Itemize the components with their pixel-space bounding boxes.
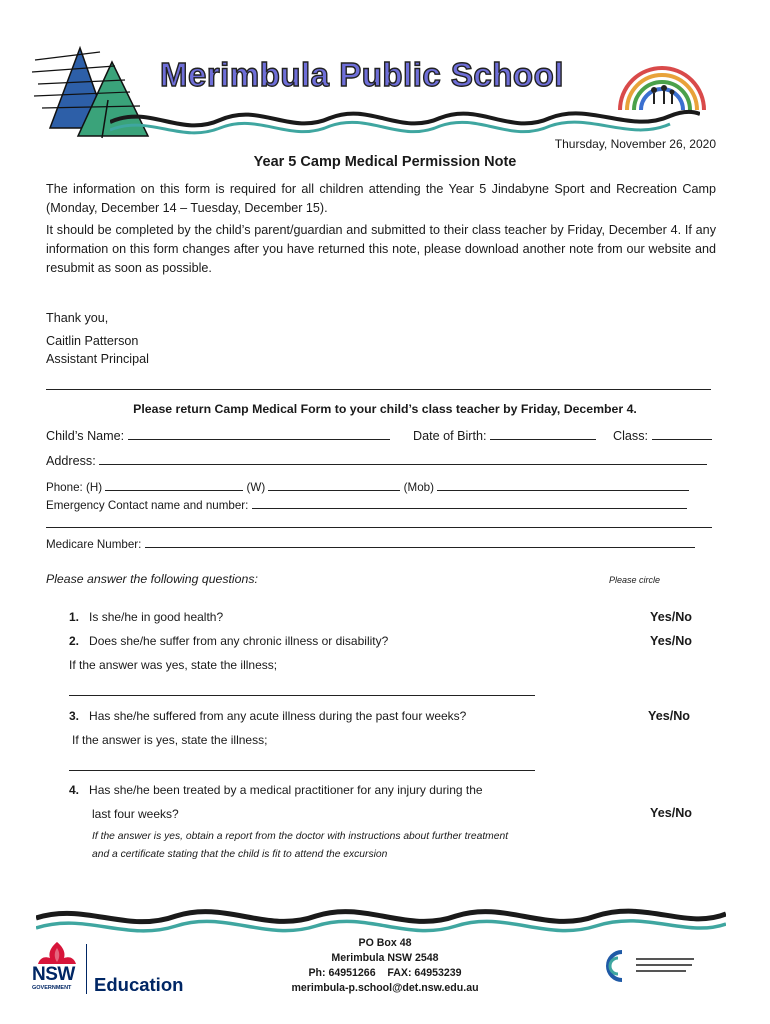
questions-intro: Please answer the following questions: bbox=[46, 572, 258, 586]
medicare-label: Medicare Number: bbox=[46, 538, 142, 551]
signer-role: Assistant Principal bbox=[46, 352, 149, 366]
document-date: Thursday, November 26, 2020 bbox=[554, 137, 716, 151]
question-4 bbox=[69, 783, 483, 797]
address-row bbox=[46, 452, 707, 468]
dob-label: Date of Birth: bbox=[413, 429, 487, 443]
class-label: Class: bbox=[613, 429, 648, 443]
return-instruction: Please return Camp Medical Form to your child’s class teacher by Friday, December 4. bbox=[133, 402, 637, 416]
divider bbox=[46, 389, 711, 390]
question-2-text: Does she/he suffer from any chronic illness or disability? bbox=[89, 634, 389, 648]
question-2-answer-field[interactable] bbox=[69, 695, 535, 696]
phone-mobile-label: (Mob) bbox=[403, 481, 434, 494]
school-name: Merimbula Public School bbox=[160, 56, 564, 93]
footer-suburb: Merimbula NSW 2548 bbox=[331, 952, 439, 964]
question-4-text-line-1: Has she/he been treated by a medical practitioner for any injury during the bbox=[89, 783, 483, 797]
question-3-text: Has she/he suffered from any acute illness during the past four weeks? bbox=[89, 709, 467, 723]
footer-po-box: PO Box 48 bbox=[358, 937, 412, 949]
question-2-yes-no[interactable]: Yes/No bbox=[650, 634, 692, 648]
phone-row bbox=[46, 478, 689, 494]
circle-note: Please circle bbox=[609, 575, 661, 585]
question-2-followup: If the answer was yes, state the illness; bbox=[69, 658, 278, 672]
question-1-text: Is she/he in good health? bbox=[89, 610, 224, 624]
child-name-row bbox=[46, 427, 390, 443]
nsw-logo-text: NSW bbox=[32, 964, 75, 985]
intro-paragraph-2: It should be completed by the child’s parent/guardian and submitted to their class teacher by Friday, December 4. If any information on this form changes after you have returned this note, please download another note from our website and resubmit as soon as possible. bbox=[46, 223, 716, 275]
question-4-number: 4. bbox=[69, 783, 80, 797]
nsw-government-text: GOVERNMENT bbox=[32, 985, 72, 991]
medicare-field[interactable] bbox=[145, 535, 695, 548]
question-1-yes-no[interactable]: Yes/No bbox=[650, 610, 692, 624]
question-1 bbox=[69, 610, 223, 624]
thanks-text: Thank you, bbox=[46, 311, 109, 325]
question-1-number: 1. bbox=[69, 610, 80, 624]
child-name-label: Child’s Name: bbox=[46, 429, 125, 443]
question-4-note-line-1: If the answer is yes, obtain a report from the doctor with instructions about further treatment bbox=[92, 831, 509, 842]
class-row bbox=[613, 427, 712, 443]
question-4-yes-no[interactable]: Yes/No bbox=[650, 806, 692, 820]
emergency-row bbox=[46, 496, 687, 512]
intro-paragraph-1: The information on this form is required for all children attending the Year 5 Jindabyne Sport and Recreation Camp (Monday, December 14 – Tuesday, December 15). bbox=[46, 182, 716, 215]
emergency-field[interactable] bbox=[252, 496, 687, 509]
footer-email[interactable]: merimbula-p.school@det.nsw.edu.au bbox=[291, 982, 479, 994]
question-3-number: 3. bbox=[69, 709, 80, 723]
phone-home-label: Phone: (H) bbox=[46, 481, 103, 494]
question-2 bbox=[69, 634, 388, 648]
class-field[interactable] bbox=[652, 427, 712, 440]
medicare-row bbox=[46, 535, 695, 551]
dob-row bbox=[413, 427, 596, 443]
address-field[interactable] bbox=[99, 452, 707, 465]
footer-phone-fax: Ph: 64951266 FAX: 64953239 bbox=[308, 967, 462, 979]
question-3-yes-no[interactable]: Yes/No bbox=[648, 709, 690, 723]
emergency-label: Emergency Contact name and number: bbox=[46, 499, 249, 512]
question-3-answer-field[interactable] bbox=[69, 770, 535, 771]
footer-wave-decoration bbox=[36, 900, 726, 940]
question-3-followup: If the answer is yes, state the illness; bbox=[72, 733, 268, 747]
address-label: Address: bbox=[46, 454, 96, 468]
emergency-field-continued[interactable] bbox=[46, 527, 712, 528]
phone-work-field[interactable] bbox=[268, 478, 400, 491]
question-4-note-line-2: and a certificate stating that the child is fit to attend the excursion bbox=[92, 849, 388, 860]
phone-work-label: (W) bbox=[246, 481, 266, 494]
question-3 bbox=[69, 709, 466, 723]
dob-field[interactable] bbox=[490, 427, 596, 440]
page-title: Year 5 Camp Medical Permission Note bbox=[253, 154, 517, 170]
signer-name: Caitlin Patterson bbox=[46, 334, 139, 348]
phone-home-field[interactable] bbox=[105, 478, 243, 491]
question-4-text-line-2: last four weeks? bbox=[92, 807, 179, 821]
education-text: Education bbox=[94, 974, 184, 995]
phone-mobile-field[interactable] bbox=[437, 478, 689, 491]
question-2-number: 2. bbox=[69, 634, 80, 648]
community-of-schools-logo bbox=[600, 948, 700, 984]
child-name-field[interactable] bbox=[128, 427, 390, 440]
header-wave-decoration bbox=[110, 100, 700, 140]
